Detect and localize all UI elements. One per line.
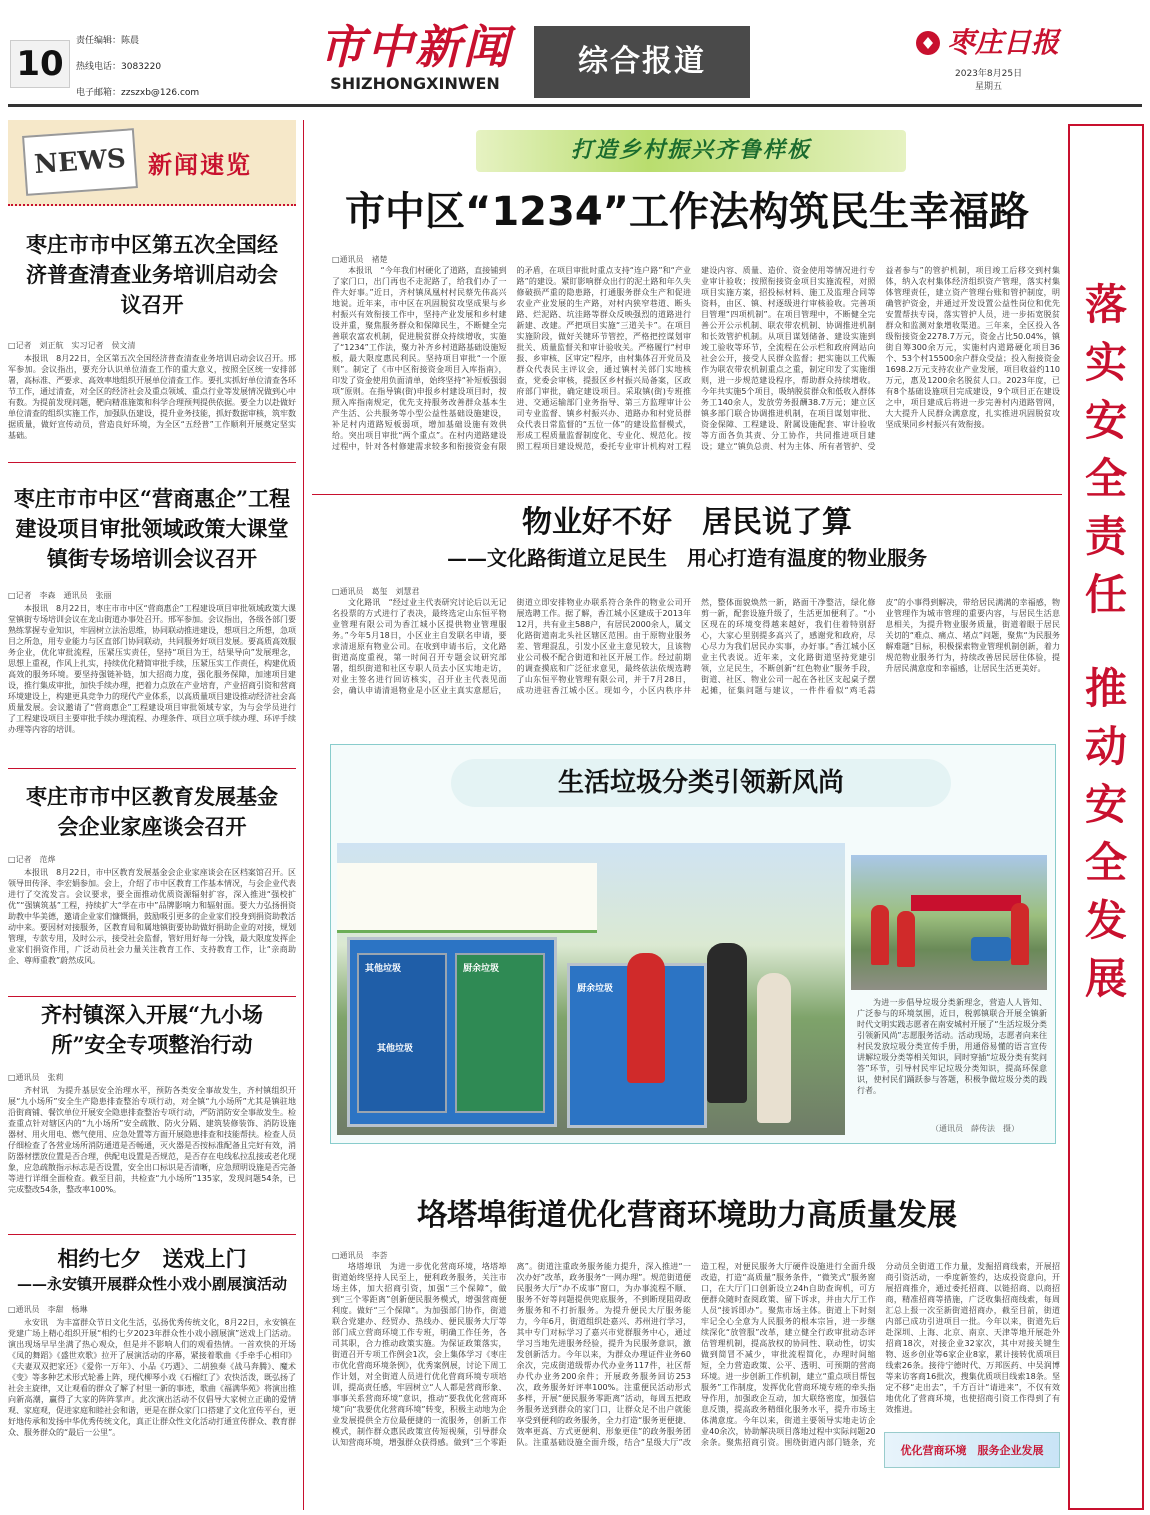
column-divider xyxy=(303,120,304,1510)
masthead xyxy=(0,0,1150,112)
volunteer-figure xyxy=(757,973,791,1123)
volunteer-figure xyxy=(1011,903,1029,965)
left-item-body: 本报讯 8月22日，全区第五次全国经济普查清查业务培训启动会议召开。邢军参加。会议指出，要充分认识单位清查工作的重大意义，按照全区统一安排部署，高标准、严要求、高效率地组织开展单位清查工作。要扎实抓好单位清查各环节工作，通过清查，对全区的经济社会及重点领域、重点行业等发展情况做到心中有数。为提前发现问题，靶向精准施策和科学合理预判提供依据。要全力以赴做好单位清查的组织实施工作，加强队伍建设，提升业务技能，抓好数据审核，筑牢数据质量，做好宣传动员，营造良好环境，为全区“五经普”工作顺利开展奠定坚实基础。 xyxy=(8,354,296,440)
volunteer-figure xyxy=(871,905,889,965)
left-item-1 xyxy=(8,218,296,460)
left-item-title: 相约七夕 送戏上门 xyxy=(57,1246,247,1271)
property-byline: □通讯员 葛玺 刘慧君 xyxy=(332,587,420,596)
bin-shelter-roof xyxy=(337,863,597,933)
lead-byline: □通讯员 褚楚 xyxy=(332,255,388,264)
side-slogan-char: 安 xyxy=(1084,396,1127,445)
left-item-title: 枣庄市市中区“营商惠企”工程建设项目审批领域政策大课堂镇街专场培训会议召开 xyxy=(13,486,291,571)
editor-label: 责任编辑：陈晨 xyxy=(76,36,140,46)
photo-feature xyxy=(330,744,1056,1144)
left-item-title: 枣庄市市中区教育发展基金会企业家座谈会召开 xyxy=(26,784,278,839)
property-subhead: ——文化路街道立足民生 用心打造有温度的物业服务 xyxy=(447,546,927,570)
side-slogan xyxy=(1068,124,1144,1510)
left-item-byline: □通讯员 李甜 杨琳 xyxy=(8,1305,88,1314)
phone-label: 热线电话：3083220 xyxy=(76,62,162,72)
bin-label: 其他垃圾 xyxy=(365,964,402,974)
bin-label: 厨余垃圾 xyxy=(463,964,500,974)
property-headline: 物业好不好 居民说了算 xyxy=(522,505,852,540)
bin-cabinet-panel xyxy=(357,953,447,1113)
photo-feature-headline: 生活垃圾分类引领新风尚 xyxy=(557,768,844,798)
side-slogan-chars xyxy=(1070,126,1142,1008)
business-headline: 垎塔埠街道优化营商环境助力高质量发展 xyxy=(417,1198,957,1233)
left-item-title: 齐村镇深入开展“九小场所”安全专项整治行动 xyxy=(40,1002,264,1057)
tricycle xyxy=(971,937,1011,961)
booth-banner xyxy=(911,895,1021,911)
left-item-title: 枣庄市市中区第五次全国经济普查清查业务培训启动会议召开 xyxy=(26,232,278,317)
paper-logo xyxy=(310,20,520,94)
lead-body: 本报讯 “今年我们村硬化了道路，直接铺到了家门口，出门再也不走泥路了，给我们办了一件大好事。”近日，齐村镇凤凰村村民蔡先伟高兴地说。近年来，市中区在巩固脱贫攻坚成果与乡村振兴有效衔接工作中，坚持产业发展和乡村建设并重，聚焦服务群众和保障民生，不断健全完善联农富农机制，促进脱贫群众持续增收，实施了“1234”工作法，聚力补齐乡村道路基础设施短板，最大限度惠民利民。坚持项目审批“一个原则”。制定了《市中区衔接资金项目入库指南》，印发了资金使用负面清单，始终坚持“补短板强弱项”原则。在指导镇(街)申报乡村建设项目时，按照入库指南规定，优先支持服务改善群众基本生产生活、公共服务等小型公益性基础设施建设，补足村内道路短板弱项，增加基础设施有效供给。突出项目审批“两个重点”。在村内道路建设过程中，针对各村修建需求较多和衔接资金有限的矛盾，在项目审批时重点支持“连户路”和“产业路”的建设。紧盯影响群众出行的泥土路和年久失修破损严重的隐患路，打通服务群众生产和促进农业产业发展的生产路，对村内狭窄巷道、断头路、烂泥路、坑洼路等群众反映强烈的道路进行新建、改建。严把项目实施“三道关卡”。在项目实施阶段，做好关键环节管控，严格把控谋划审批关、质量监督关和审计验收关。严格履行“村申报、乡审核、区审定”程序，由村集体召开党员及群众代表民主评议会，通过镇村关部门实地核查，党委会审核，提报区乡村振兴局备案，区政府部门审批，确定建设项目。采取镇(街)专班推进、交通运输部门业务指导、第三方监理审计公司专业监督、镇乡村振兴办、道路办和村党员群众代表日常监督的“五位一体”的建设监督模式，形成工程质量监督制度化、专业化、规范化。按照工程项目建设规范，委托专业审计机构对工程建设内容、质量、造价、资金使用等情况进行专业审计验收；按照衔接资金项目实施流程，对照项目实施方案，招投标材料、施工及监理合同等资料，由区、镇、村逐级进行审核验收。完善项目管理“四项机制”。在项目管理中，不断健全完善公开公示机制、联农带农机制、协调推进机制和长效管护机制。从项目谋划储备、建设实施到竣工验收等环节，全流程在公示栏和政府网站向社会公开，接受人民群众监督；把实施以工代赈作为联农带农机制重点之重，制定印发了实施细则，进一步规范建设程序，帮助群众持续增收。今年共实施5个项目，吸纳脱贫群众和低收入群体务工140余人，发放劳务报酬38.7万元；建立区镇多部门联合协调推进机制，在项目谋划审批、资金保障、工程建设、附属设施配套、审计验收等方面各负其责、分工协作，共同推进项目建设；建立“镇负总责、村为主体、所有者管护、受益者参与”的管护机制，项目竣工后移交到村集体，纳入农村集体经济组织资产管理，落实村集体管理责任，建立资产管理台账和管护制度，明确管护资金，并通过开发设置公益性岗位和优先安置帮扶专岗，落实管护人员，进一步拓宽脱贫群众和监测对象增收渠道。三年来，全区投入各级衔接资金2278.7万元，资金占比50.04%，镇街自筹300余万元，实施村内道路硬化项目36个、53个村15500余户群众受益；投入衔接资金1698.2万元支持农业产业发展，项目收益约110万元，惠及1200余名脱贫人口。2023年度，已有8个基础设施项目完成建设，9个项目正在建设之中，项目建成后将进一步完善村内道路管网，大大提升人民群众满意度，扎实推进巩固脱贫攻坚成果同乡村振兴有效衔接。 xyxy=(332,266,1060,451)
side-slogan-char: 责 xyxy=(1084,512,1127,561)
side-slogan-char: 展 xyxy=(1084,954,1127,1003)
left-item-body: 永安讯 为丰富群众节日文化生活，弘扬优秀传统文化，8月22日，永安镇在党建广场上精心组织开展“相约七夕2023年群众性小戏小剧展演”送戏上门活动。演出现场早早坐满了热心观众，但是并不影响人们的观看热情。一首欢快的开场《凤的舞蹈》《盛世欢歌》拉开了展演活动的序幕，紧接着歌曲《手牵手心相印》《夫妻双双把家还》《爱你一万年》、小品《巧遇》、二胡独奏《战马奔腾》、魔术《变》等多种艺术形式轮番上阵，现代柳琴小戏《石榴红了》农快活泼，既弘扬了社会主旋律，又让观看的群众了解了村里一新的事迹，歌曲《福满华苑》将演出推向新高潮，赢得了大家的阵阵掌声。此次演出活动不仅倡导大家树立正确的爱情观、家庭观，促进家庭和睦社会和谐，更是在群众家门口搭建了文化宣传平台，更好地传承和发扬中华优秀传统文化，真正让群众性文化活动打通宣传群众、教育群众、服务群众的“最后一公里”。 xyxy=(8,1318,296,1437)
photo-credit: （通讯员 薛传法 摄） xyxy=(931,1124,1019,1133)
volunteer-figure xyxy=(707,943,747,1103)
lead-article xyxy=(332,254,1060,490)
news-box xyxy=(8,120,296,206)
bin-label: 厨余垃圾 xyxy=(577,984,614,994)
volunteer-figure xyxy=(897,911,915,967)
issue-date: 2023年8月25日 xyxy=(955,69,1023,79)
issue-weekday: 星期五 xyxy=(975,82,1003,92)
side-slogan-char: 推 xyxy=(1084,664,1127,713)
divider xyxy=(8,768,296,769)
divider xyxy=(8,462,296,463)
left-item-2 xyxy=(8,466,296,766)
partner-paper-name: 枣庄日报 xyxy=(947,26,1060,59)
paper-emblem-icon xyxy=(915,30,941,56)
photo-feature-caption: 为进一步倡导垃圾分类新理念，营造人人皆知、广泛参与的环境氛围，近日，税郭镇联合开展全镇新时代文明实践志愿者在南安城村开展了“生活垃圾分类引领新风尚”志愿服务活动。活动现场，志愿者向来往村民发放垃圾分类宣传手册，用通俗易懂的语言宣传讲解垃圾分类等相关知识，同时穿插“垃圾分类有奖问答”环节，引导村民牢记垃圾分类知识，提高环保意识，使村民们踊跃参与答题，积极争做垃圾分类的践行者。 xyxy=(857,998,1047,1095)
left-item-4 xyxy=(8,1000,296,1232)
paper-name-pinyin: SHIZHONGXINWEN xyxy=(330,74,500,93)
property-article xyxy=(332,586,1060,738)
partner-logo xyxy=(915,26,1085,94)
lead-headline: 市中区“1234”工作法构筑民生幸福路 xyxy=(345,189,1029,235)
left-item-body: 本报讯 8月22日，枣庄市市中区“营商惠企”工程建设项目审批领域政策大课堂镇街专场培训会议在龙山街道办事处召开。邢军参加。会议指出，各级各部门要熟练掌握专业知识，牢固树立法治思维，协同联动推进建设，想项目之所想，急项目之所急，用专业能力与区直部门协同联动，共同服务好项目发展。要高质高效服务企业，优化审批流程，压紧压实责任，坚持“项目为王，结果导向”发展理念，思想上重视，作风上扎实，持续优化精简审批手续，压紧压实工作责任，构建优质高效的服务环境。要坚持强链补链，加大招商力度，强化服务保障，加速项目建设，推行集成审批，加快手续办理，把着力点放在产业培育，产业招商引资和营商环境建设上，构建更具竞争力的现代产业体系，以高质量项目建设推动经济社会高质量发展。会议邀请了“营商惠企”工程建设项目审批领域专家，为与会学员进行了工程建设项目主要审批手续办理流程、办理条件、项目立项手续办理、环评手续办理等内容的培训。 xyxy=(8,604,296,734)
section-name: 综合报道 xyxy=(578,44,706,79)
divider xyxy=(8,1234,296,1235)
side-slogan-char: 动 xyxy=(1084,722,1127,771)
business-banner xyxy=(884,1432,1060,1468)
side-slogan-char: 全 xyxy=(1084,454,1127,503)
property-body: 文化路讯 “经过业主代表研究讨论后以无记名投票的方式进行了表决，最终选定山东恒平物业管理有限公司为香江城小区提供物业管理服务。”今年5月18日，小区业主自发联名申请，要求清退原有物业公司。在收到申请书后，文化路街道高度重视，第一时间召开专题会议研究部署，组织街道和社区专职人员去小区实地走访，对业主签名进行回访核实，召开业主代表见面会，确认申请清退物业是小区业主真实意愿后，街道立即安排物业办联系符合条件的物业公司开展选聘工作。据了解，香江城小区建成于2013年12月，共有业主588户，有居民2000余人，属文化路街道南北头社区辖区范围。由于原物业服务差、管理混乱，引发小区业主意见较大，且该物业公司极不配合街道和社区开展工作。经过前期的调查摸底和广泛征求意见，最终依法依规选聘了山东恒平物业管理有限公司，并于7月28日，成功进驻香江城小区。现如今，小区内秩序井然，整体面貌焕然一新，路面干净整洁，绿化修剪一新，配套设施升级了，生活更加便利了。“小区现在的环境变得越来越好，我们住着特别舒心，大家心里别提多高兴了，感谢党和政府，尽心尽力为我们居民办实事，办好事。”香江城小区业主代表说。近年来，文化路街道坚持党建引领，立足民生，不断创新“红色物业”服务手段，街道、社区、物业公司一起在各社区支起桌子摆起摊，征集问题与建议，一件件看似“鸡毛蒜皮”的小事得到解决，带给居民满满的幸福感，物业管理作为城市管理的重要内容，与居民生活息息相关，为提升物业服务质量，街道着眼于居民关切的“难点、痛点、堵点”问题，聚焦“为民服务解难题”目标，积极探索物业管理机制创新，着力规范物业服务行为，持续改善居民居住体验，提升居民满意度和幸福感，让居民生活更美好。 xyxy=(332,598,1060,695)
side-slogan-char: 全 xyxy=(1084,838,1127,887)
page-number: 10 xyxy=(10,40,70,88)
news-box-title: 新闻速览 xyxy=(148,150,252,179)
business-byline: □通讯员 李荟 xyxy=(332,1251,388,1260)
left-item-byline: □记者 李森 通讯员 张丽 xyxy=(8,591,112,600)
news-badge: NEWS xyxy=(22,128,138,196)
left-item-body: 本报讯 8月22日，市中区教育发展基金会企业家座谈会在区档案馆召开。区领导田传泽、李宏娟参加。会上，介绍了市中区教育工作基本情况，与会企业代表进行了交流发言。会议要求，要全面推动优质资源辐射扩容，深入推进“强校扩优”“强镇筑基”工程，持续扩大“学在市中”品牌影响力和辐射面。要大力弘扬捐资助教中华美德，邀请企业家们慷慨捐，鼓励吸引更多的企业家们投身到捐资助教活动中来。要因材对接服务，区教育局和属地镇街要协助做好捐助企业的对接，规划管理，专款专用，及时公示，接受社会监督，管好用好每一分钱，最大限度发挥企业家们捐资作用，广泛动员社会力量关注教育工作、支持教育工作，让“亲商助企、尊师重教”蔚然成风。 xyxy=(8,868,296,965)
bin-label: 其他垃圾 xyxy=(377,1044,414,1054)
editor-info xyxy=(76,28,276,106)
left-item-byline: □通讯员 张莉 xyxy=(8,1073,64,1082)
left-item-5 xyxy=(8,1238,296,1508)
side-slogan-char: 实 xyxy=(1084,338,1127,387)
divider xyxy=(312,494,1062,495)
left-item-subtitle: ——永安镇开展群众性小戏小剧展演活动 xyxy=(16,1275,287,1293)
left-item-byline: □记者 范烨 xyxy=(8,855,56,864)
paper-name-cn: 市中新闻 xyxy=(319,20,511,74)
section-box xyxy=(534,26,750,98)
email-label: 电子邮箱：zzszxb@126.com xyxy=(76,88,200,98)
business-banner-text: 优化营商环境 服务企业发展 xyxy=(900,1444,1044,1457)
divider xyxy=(8,996,296,997)
side-slogan-char: 任 xyxy=(1084,570,1127,619)
volunteer-figure xyxy=(627,953,665,1083)
volunteers-photo xyxy=(851,855,1047,990)
side-slogan-char: 落 xyxy=(1084,280,1127,329)
photo-feature-title-bar xyxy=(451,759,951,807)
left-item-byline: □记者 刘正航 实习记者 侯文清 xyxy=(8,341,136,350)
left-item-3 xyxy=(8,772,296,994)
masthead-rule xyxy=(8,104,1142,107)
side-slogan-char: 发 xyxy=(1084,896,1127,945)
sorting-bins-photo xyxy=(337,843,845,1135)
left-item-body: 齐村讯 为提升基层安全治理水平，预防各类安全事故发生，齐村镇组织开展“九小场所”安全生产隐患排查整治专项行动，对全镇“九小场所”尤其是镇驻地沿街商铺、餐饮单位开展安全隐患排查整治专项行动，严防消防安全事故发生。检查重点针对辖区内的“九小场所”安全疏散、防火分隔、建筑装修装饰、消防设施器材、用火用电、燃气使用、应急处置等方面开展隐患排查和技能帮扶。检查人员仔细检查了各营业场所消防通道是否畅通，灭火器是否按标准配备且完好有效，消防器材摆放位置是否合理，供配电设置是否规范，是否存在电线私拉乱接或老化现象，应急疏散指示标志是否设置，安全出口标识是否清晰，应急照明设施是否完备等进行详细全面检查。截至目前，共检查“九小场所”135家，发现问题54条，已完成整改54条，整改率100%。 xyxy=(8,1086,296,1194)
business-body: 垎塔埠讯 为进一步优化营商环境，垎塔埠街道始终坚持人民至上，便利政务服务，关注市场主体，加大招商引资，加强“三个保障”，做到“三个零距离”创新便民服务模式，增强营商便利度。做好“三个保障”。为加强部门协作，街道联合党建办、经贸办、热线办、便民服务大厅等部门成立营商环境工作专班，明确工作任务，各司其职，合力推动政策实施。为保证政策落实，街道召开专项工作例会1次，会上集体学习《枣庄市优化营商环境条例》，优秀案例展，讨论下周工作计划，对全街道人员进行优化营商环境专项培训，提高责任感，牢固树立“人人都是营商形象、事事关系营商环境”意识，推动“要我优化营商环境”向“我要优化营商环境”转变，积极主动地为企业发展提供全方位最便捷的一流服务，创新工作模式，制作群众惠民政策宣传短视频，引导群众认知营商环境，增强群众获得感。做到“三个零距离”。街道注重政务服务能力提升，深入推进“一次办好”改革，政务服务“一网办理”。规范街道便民服务大厅“办不成事”窗口，为办事流程不顺、服务不好等问题提供兜底服务，不到断现阻碍政务服务和不打折服务。为提升便民大厅服务能力，今年6月，街道组织赴嘉兴、苏州进行学习，其中专门对标学习了嘉兴市党群服务中心，通过学习当地先进服务经验，提升为民服务意识，激发创新活力。今年以来，为群众办理证件业务60余次，完成街道级帮办代办业务117件，社区帮办代办业务200余件；开展政务服务回访253次，政务服务好评率100%。注重便民活动形式多样，开展“便民服务零距离”活动，每周五把政务服务送到群众的家门口，让群众足不出户就能享受到便利的政务服务，全力打造“服务更便捷、效率更高、方式更便利、形象更佳”的政务服务团队。注重基础设施全面升级，结合“星级大厅”改造工程，对便民服务大厅硬件设施进行全面升级改造，打造“高质量”服务条件，“微笑式”服务窗口，在大厅门口创新设立24h自助查询机，可方便群众随时查阅政策、留下诉求，并由大厅工作人员“接诉即办”。聚焦市场主体。街道上下时刻牢记全心全意为人民服务的根本宗旨，进一步继续深化“放管服”改革，建立健全行政审批动态评估管理机制，提高放权的协同性、联动性，切实做到简冒不减少，审批流程简化，办理时间缩短，全力营造政策、公平、透明、可预期的营商环境。进一步创新工作机制，建立“重点项目帮包服务”工作制度，发挥优化营商环境专班的牵头指导作用，加强政企互动，加大联络密度，加强信息反馈，提高政务精细化服务水平，提升市场主体满意度。今年以来，街道主要领导实地走访企业40余次，协助解决项目落地过程中实际问题20余条。聚焦招商引资。围绕街道内部门链条，充分动员全街道工作力量，发掘招商线索，开展招商引资活动，一季度新签约，达成投资意向，开展招商推介，通过委托招商、以链招商、以商招商，精准招商等措施，广泛收集招商线索，每周汇总上报一次至新街道招商办，截至目前，街道内部已成功引进项目一批。今年以来，街道先后赴深圳、上海、北京、南京、天津等地开展赴外招商18次，对接企业32家次，其中对接关键生物、返乡创业等6家企业8家，累计接转优质项目线索26条。接待宁德时代、万邦医药、中吴润博等来访客商16批次，搜集优质项目线索18条。坚定不移“走出去”，千方百计“请进来”，不仅有效地优化了营商环境，也使招商引资工作得到了有效推进。 xyxy=(332,1262,1060,1447)
bin-cabinet-panel xyxy=(455,953,545,1113)
side-slogan-char: 安 xyxy=(1084,780,1127,829)
business-article xyxy=(332,1250,1060,1508)
rural-banner-text: 打造乡村振兴齐鲁样板 xyxy=(570,138,811,163)
rural-banner xyxy=(476,130,906,172)
